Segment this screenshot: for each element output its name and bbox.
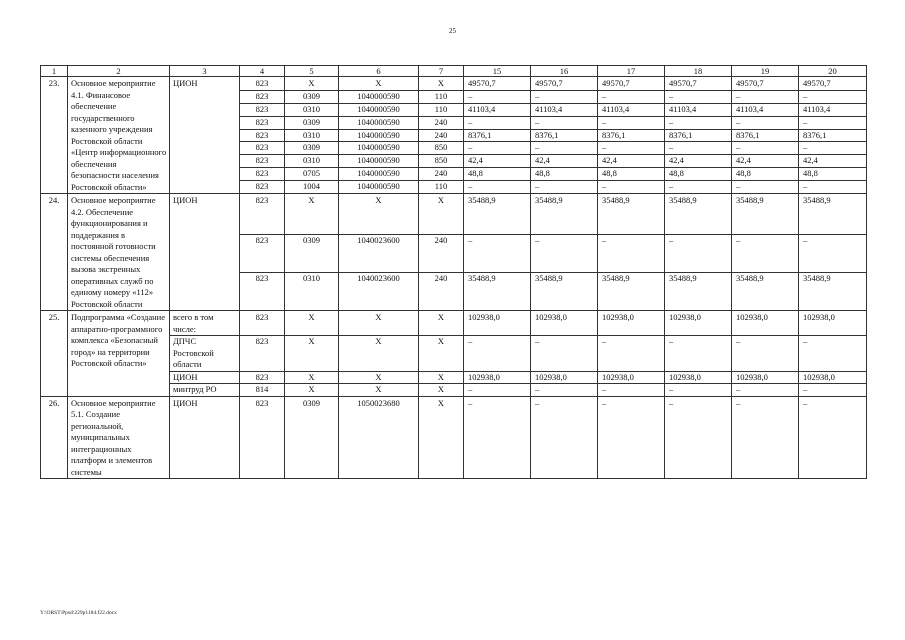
table-row bbox=[41, 396, 867, 479]
code-cell-c7: Х bbox=[419, 396, 464, 479]
value-cell: 41103,4 bbox=[464, 103, 531, 116]
column-header: 19 bbox=[732, 66, 799, 77]
value-cell: 48,8 bbox=[531, 168, 598, 181]
value-cell: 102938,0 bbox=[732, 371, 799, 384]
value-cell: – bbox=[665, 336, 732, 372]
value-cell: 49570,7 bbox=[732, 77, 799, 91]
code-cell-c4: 823 bbox=[240, 235, 285, 273]
code-cell-c7: Х bbox=[419, 384, 464, 397]
value-cell: – bbox=[732, 181, 799, 194]
value-cell: 35488,9 bbox=[464, 194, 531, 235]
code-cell-c5: 0310 bbox=[285, 129, 339, 142]
value-cell: – bbox=[531, 336, 598, 372]
value-cell: 35488,9 bbox=[598, 273, 665, 311]
code-cell-c6: 1040000590 bbox=[339, 155, 419, 168]
row-number-cell: 25. bbox=[41, 311, 68, 397]
value-cell: 35488,9 bbox=[732, 273, 799, 311]
value-cell: – bbox=[598, 116, 665, 129]
code-cell-c7: Х bbox=[419, 336, 464, 372]
value-cell: – bbox=[732, 90, 799, 103]
code-cell-c6: 1040000590 bbox=[339, 90, 419, 103]
code-cell-c5: 0310 bbox=[285, 273, 339, 311]
column-header: 16 bbox=[531, 66, 598, 77]
code-cell-c7: Х bbox=[419, 311, 464, 336]
executor-cell: ЦИОН bbox=[170, 371, 240, 384]
code-cell-c6: Х bbox=[339, 336, 419, 372]
code-cell-c6: 1040000590 bbox=[339, 168, 419, 181]
code-cell-c5: 1004 bbox=[285, 181, 339, 194]
value-cell: 102938,0 bbox=[799, 371, 867, 384]
page-number: 25 bbox=[449, 27, 456, 35]
code-cell-c6: 1040000590 bbox=[339, 116, 419, 129]
column-header: 18 bbox=[665, 66, 732, 77]
value-cell: 49570,7 bbox=[598, 77, 665, 91]
code-cell-c4: 823 bbox=[240, 77, 285, 91]
value-cell: 42,4 bbox=[598, 155, 665, 168]
code-cell-c7: Х bbox=[419, 371, 464, 384]
program-name-cell: Основное мероприятие 4.2. Обеспечение функционирования и поддержания в постоянной готовности системы обеспечения вызова экстренных оперативных служб по единому номеру «112» Ростовской области bbox=[68, 194, 170, 311]
row-number-cell: 24. bbox=[41, 194, 68, 311]
value-cell: – bbox=[531, 235, 598, 273]
code-cell-c4: 823 bbox=[240, 396, 285, 479]
value-cell: – bbox=[531, 90, 598, 103]
row-number-cell: 26. bbox=[41, 396, 68, 479]
value-cell: 48,8 bbox=[799, 168, 867, 181]
value-cell: – bbox=[732, 142, 799, 155]
value-cell: – bbox=[732, 384, 799, 397]
value-cell: – bbox=[665, 90, 732, 103]
code-cell-c6: 1040000590 bbox=[339, 142, 419, 155]
code-cell-c5: Х bbox=[285, 371, 339, 384]
code-cell-c7: 240 bbox=[419, 116, 464, 129]
value-cell: – bbox=[531, 116, 598, 129]
column-header: 1 bbox=[41, 66, 68, 77]
value-cell: 48,8 bbox=[464, 168, 531, 181]
code-cell-c7: 110 bbox=[419, 181, 464, 194]
table-row bbox=[41, 194, 867, 235]
budget-table bbox=[40, 65, 867, 479]
value-cell: – bbox=[799, 336, 867, 372]
value-cell: 35488,9 bbox=[665, 273, 732, 311]
value-cell: – bbox=[732, 116, 799, 129]
value-cell: 48,8 bbox=[665, 168, 732, 181]
code-cell-c5: Х bbox=[285, 336, 339, 372]
value-cell: 102938,0 bbox=[665, 371, 732, 384]
value-cell: 35488,9 bbox=[665, 194, 732, 235]
value-cell: 102938,0 bbox=[598, 311, 665, 336]
value-cell: – bbox=[531, 396, 598, 479]
code-cell-c4: 823 bbox=[240, 371, 285, 384]
value-cell: 42,4 bbox=[732, 155, 799, 168]
value-cell: – bbox=[598, 336, 665, 372]
value-cell: 35488,9 bbox=[799, 194, 867, 235]
value-cell: – bbox=[799, 90, 867, 103]
code-cell-c4: 814 bbox=[240, 384, 285, 397]
column-header: 2 bbox=[68, 66, 170, 77]
column-number-row bbox=[41, 66, 867, 77]
value-cell: – bbox=[665, 116, 732, 129]
value-cell: – bbox=[598, 235, 665, 273]
value-cell: 41103,4 bbox=[732, 103, 799, 116]
value-cell: – bbox=[531, 384, 598, 397]
code-cell-c4: 823 bbox=[240, 155, 285, 168]
value-cell: – bbox=[598, 181, 665, 194]
column-header: 5 bbox=[285, 66, 339, 77]
code-cell-c5: 0309 bbox=[285, 396, 339, 479]
code-cell-c5: 0309 bbox=[285, 235, 339, 273]
value-cell: – bbox=[464, 90, 531, 103]
code-cell-c5: Х bbox=[285, 194, 339, 235]
code-cell-c5: 0309 bbox=[285, 142, 339, 155]
executor-cell: всего в том числе: bbox=[170, 311, 240, 336]
value-cell: 8376,1 bbox=[464, 129, 531, 142]
column-header: 15 bbox=[464, 66, 531, 77]
code-cell-c7: 110 bbox=[419, 90, 464, 103]
value-cell: 102938,0 bbox=[732, 311, 799, 336]
code-cell-c4: 823 bbox=[240, 129, 285, 142]
code-cell-c7: 240 bbox=[419, 235, 464, 273]
value-cell: – bbox=[665, 181, 732, 194]
value-cell: – bbox=[799, 142, 867, 155]
value-cell: – bbox=[598, 396, 665, 479]
value-cell: – bbox=[665, 142, 732, 155]
code-cell-c4: 823 bbox=[240, 194, 285, 235]
code-cell-c7: 240 bbox=[419, 168, 464, 181]
value-cell: – bbox=[464, 384, 531, 397]
value-cell: – bbox=[464, 116, 531, 129]
value-cell: 102938,0 bbox=[598, 371, 665, 384]
value-cell: 35488,9 bbox=[531, 273, 598, 311]
value-cell: – bbox=[665, 396, 732, 479]
code-cell-c6: 1040000590 bbox=[339, 129, 419, 142]
value-cell: 49570,7 bbox=[531, 77, 598, 91]
value-cell: 35488,9 bbox=[732, 194, 799, 235]
code-cell-c5: 0309 bbox=[285, 90, 339, 103]
value-cell: 48,8 bbox=[598, 168, 665, 181]
code-cell-c7: 110 bbox=[419, 103, 464, 116]
value-cell: – bbox=[531, 181, 598, 194]
value-cell: – bbox=[598, 142, 665, 155]
value-cell: – bbox=[464, 336, 531, 372]
value-cell: – bbox=[464, 181, 531, 194]
code-cell-c7: Х bbox=[419, 77, 464, 91]
code-cell-c7: 240 bbox=[419, 273, 464, 311]
value-cell: – bbox=[665, 384, 732, 397]
code-cell-c7: 240 bbox=[419, 129, 464, 142]
code-cell-c6: 1040000590 bbox=[339, 103, 419, 116]
value-cell: 41103,4 bbox=[799, 103, 867, 116]
column-header: 4 bbox=[240, 66, 285, 77]
code-cell-c7: 850 bbox=[419, 155, 464, 168]
code-cell-c6: Х bbox=[339, 194, 419, 235]
code-cell-c4: 823 bbox=[240, 311, 285, 336]
value-cell: 35488,9 bbox=[799, 273, 867, 311]
executor-cell: ЦИОН bbox=[170, 396, 240, 479]
value-cell: – bbox=[732, 396, 799, 479]
code-cell-c4: 823 bbox=[240, 103, 285, 116]
value-cell: – bbox=[464, 142, 531, 155]
value-cell: 8376,1 bbox=[732, 129, 799, 142]
column-header: 3 bbox=[170, 66, 240, 77]
code-cell-c4: 823 bbox=[240, 181, 285, 194]
value-cell: 8376,1 bbox=[665, 129, 732, 142]
code-cell-c4: 823 bbox=[240, 168, 285, 181]
value-cell: – bbox=[665, 235, 732, 273]
column-header: 17 bbox=[598, 66, 665, 77]
value-cell: – bbox=[732, 336, 799, 372]
code-cell-c6: 1040023600 bbox=[339, 273, 419, 311]
value-cell: 8376,1 bbox=[598, 129, 665, 142]
value-cell: 42,4 bbox=[665, 155, 732, 168]
value-cell: – bbox=[531, 142, 598, 155]
code-cell-c6: Х bbox=[339, 384, 419, 397]
code-cell-c5: Х bbox=[285, 311, 339, 336]
row-number-cell: 23. bbox=[41, 77, 68, 194]
value-cell: 41103,4 bbox=[665, 103, 732, 116]
code-cell-c6: Х bbox=[339, 311, 419, 336]
value-cell: – bbox=[799, 235, 867, 273]
value-cell: – bbox=[799, 396, 867, 479]
column-header: 7 bbox=[419, 66, 464, 77]
executor-cell: ДПЧС Ростовской области bbox=[170, 336, 240, 372]
value-cell: – bbox=[598, 384, 665, 397]
code-cell-c4: 823 bbox=[240, 116, 285, 129]
value-cell: 42,4 bbox=[531, 155, 598, 168]
value-cell: 102938,0 bbox=[464, 311, 531, 336]
code-cell-c6: 1050023680 bbox=[339, 396, 419, 479]
code-cell-c5: 0310 bbox=[285, 155, 339, 168]
value-cell: 102938,0 bbox=[464, 371, 531, 384]
code-cell-c4: 823 bbox=[240, 273, 285, 311]
table-row bbox=[41, 311, 867, 336]
code-cell-c5: 0309 bbox=[285, 116, 339, 129]
program-name-cell: Основное мероприятие 4.1. Финансовое обеспечение государственного казенного учреждения Ростовской области «Центр информационного обеспечения безопасности населения Ростовской области» bbox=[68, 77, 170, 194]
code-cell-c7: 850 bbox=[419, 142, 464, 155]
code-cell-c6: Х bbox=[339, 77, 419, 91]
value-cell: 42,4 bbox=[799, 155, 867, 168]
value-cell: – bbox=[464, 396, 531, 479]
value-cell: 49570,7 bbox=[464, 77, 531, 91]
value-cell: 35488,9 bbox=[598, 194, 665, 235]
value-cell: 48,8 bbox=[732, 168, 799, 181]
program-name-cell: Подпрограмма «Создание аппаратно-программного комплекса «Безопасный город» на территории Ростовской области» bbox=[68, 311, 170, 397]
code-cell-c5: 0705 bbox=[285, 168, 339, 181]
code-cell-c4: 823 bbox=[240, 90, 285, 103]
executor-cell: ЦИОН bbox=[170, 77, 240, 194]
value-cell: – bbox=[598, 90, 665, 103]
value-cell: – bbox=[799, 181, 867, 194]
value-cell: 41103,4 bbox=[598, 103, 665, 116]
value-cell: – bbox=[732, 235, 799, 273]
table-row bbox=[41, 77, 867, 91]
value-cell: – bbox=[799, 116, 867, 129]
value-cell: 102938,0 bbox=[665, 311, 732, 336]
code-cell-c5: 0310 bbox=[285, 103, 339, 116]
footer-file-path: Y:\ORST\Ppsd\229p1184.f22.docx bbox=[40, 610, 117, 616]
executor-cell: минтруд РО bbox=[170, 384, 240, 397]
value-cell: 8376,1 bbox=[531, 129, 598, 142]
value-cell: 8376,1 bbox=[799, 129, 867, 142]
value-cell: – bbox=[799, 384, 867, 397]
value-cell: 49570,7 bbox=[665, 77, 732, 91]
value-cell: 102938,0 bbox=[799, 311, 867, 336]
executor-cell: ЦИОН bbox=[170, 194, 240, 311]
code-cell-c6: 1040023600 bbox=[339, 235, 419, 273]
code-cell-c5: Х bbox=[285, 384, 339, 397]
program-name-cell: Основное мероприятие 5.1. Создание региональной, муниципальных интеграционных платформ и элементов системы bbox=[68, 396, 170, 479]
value-cell: 42,4 bbox=[464, 155, 531, 168]
column-header: 20 bbox=[799, 66, 867, 77]
code-cell-c4: 823 bbox=[240, 336, 285, 372]
value-cell: 35488,9 bbox=[531, 194, 598, 235]
value-cell: 49570,7 bbox=[799, 77, 867, 91]
code-cell-c4: 823 bbox=[240, 142, 285, 155]
value-cell: – bbox=[464, 235, 531, 273]
column-header: 6 bbox=[339, 66, 419, 77]
code-cell-c6: 1040000590 bbox=[339, 181, 419, 194]
value-cell: 41103,4 bbox=[531, 103, 598, 116]
code-cell-c6: Х bbox=[339, 371, 419, 384]
value-cell: 102938,0 bbox=[531, 371, 598, 384]
code-cell-c7: Х bbox=[419, 194, 464, 235]
code-cell-c5: Х bbox=[285, 77, 339, 91]
value-cell: 102938,0 bbox=[531, 311, 598, 336]
value-cell: 35488,9 bbox=[464, 273, 531, 311]
